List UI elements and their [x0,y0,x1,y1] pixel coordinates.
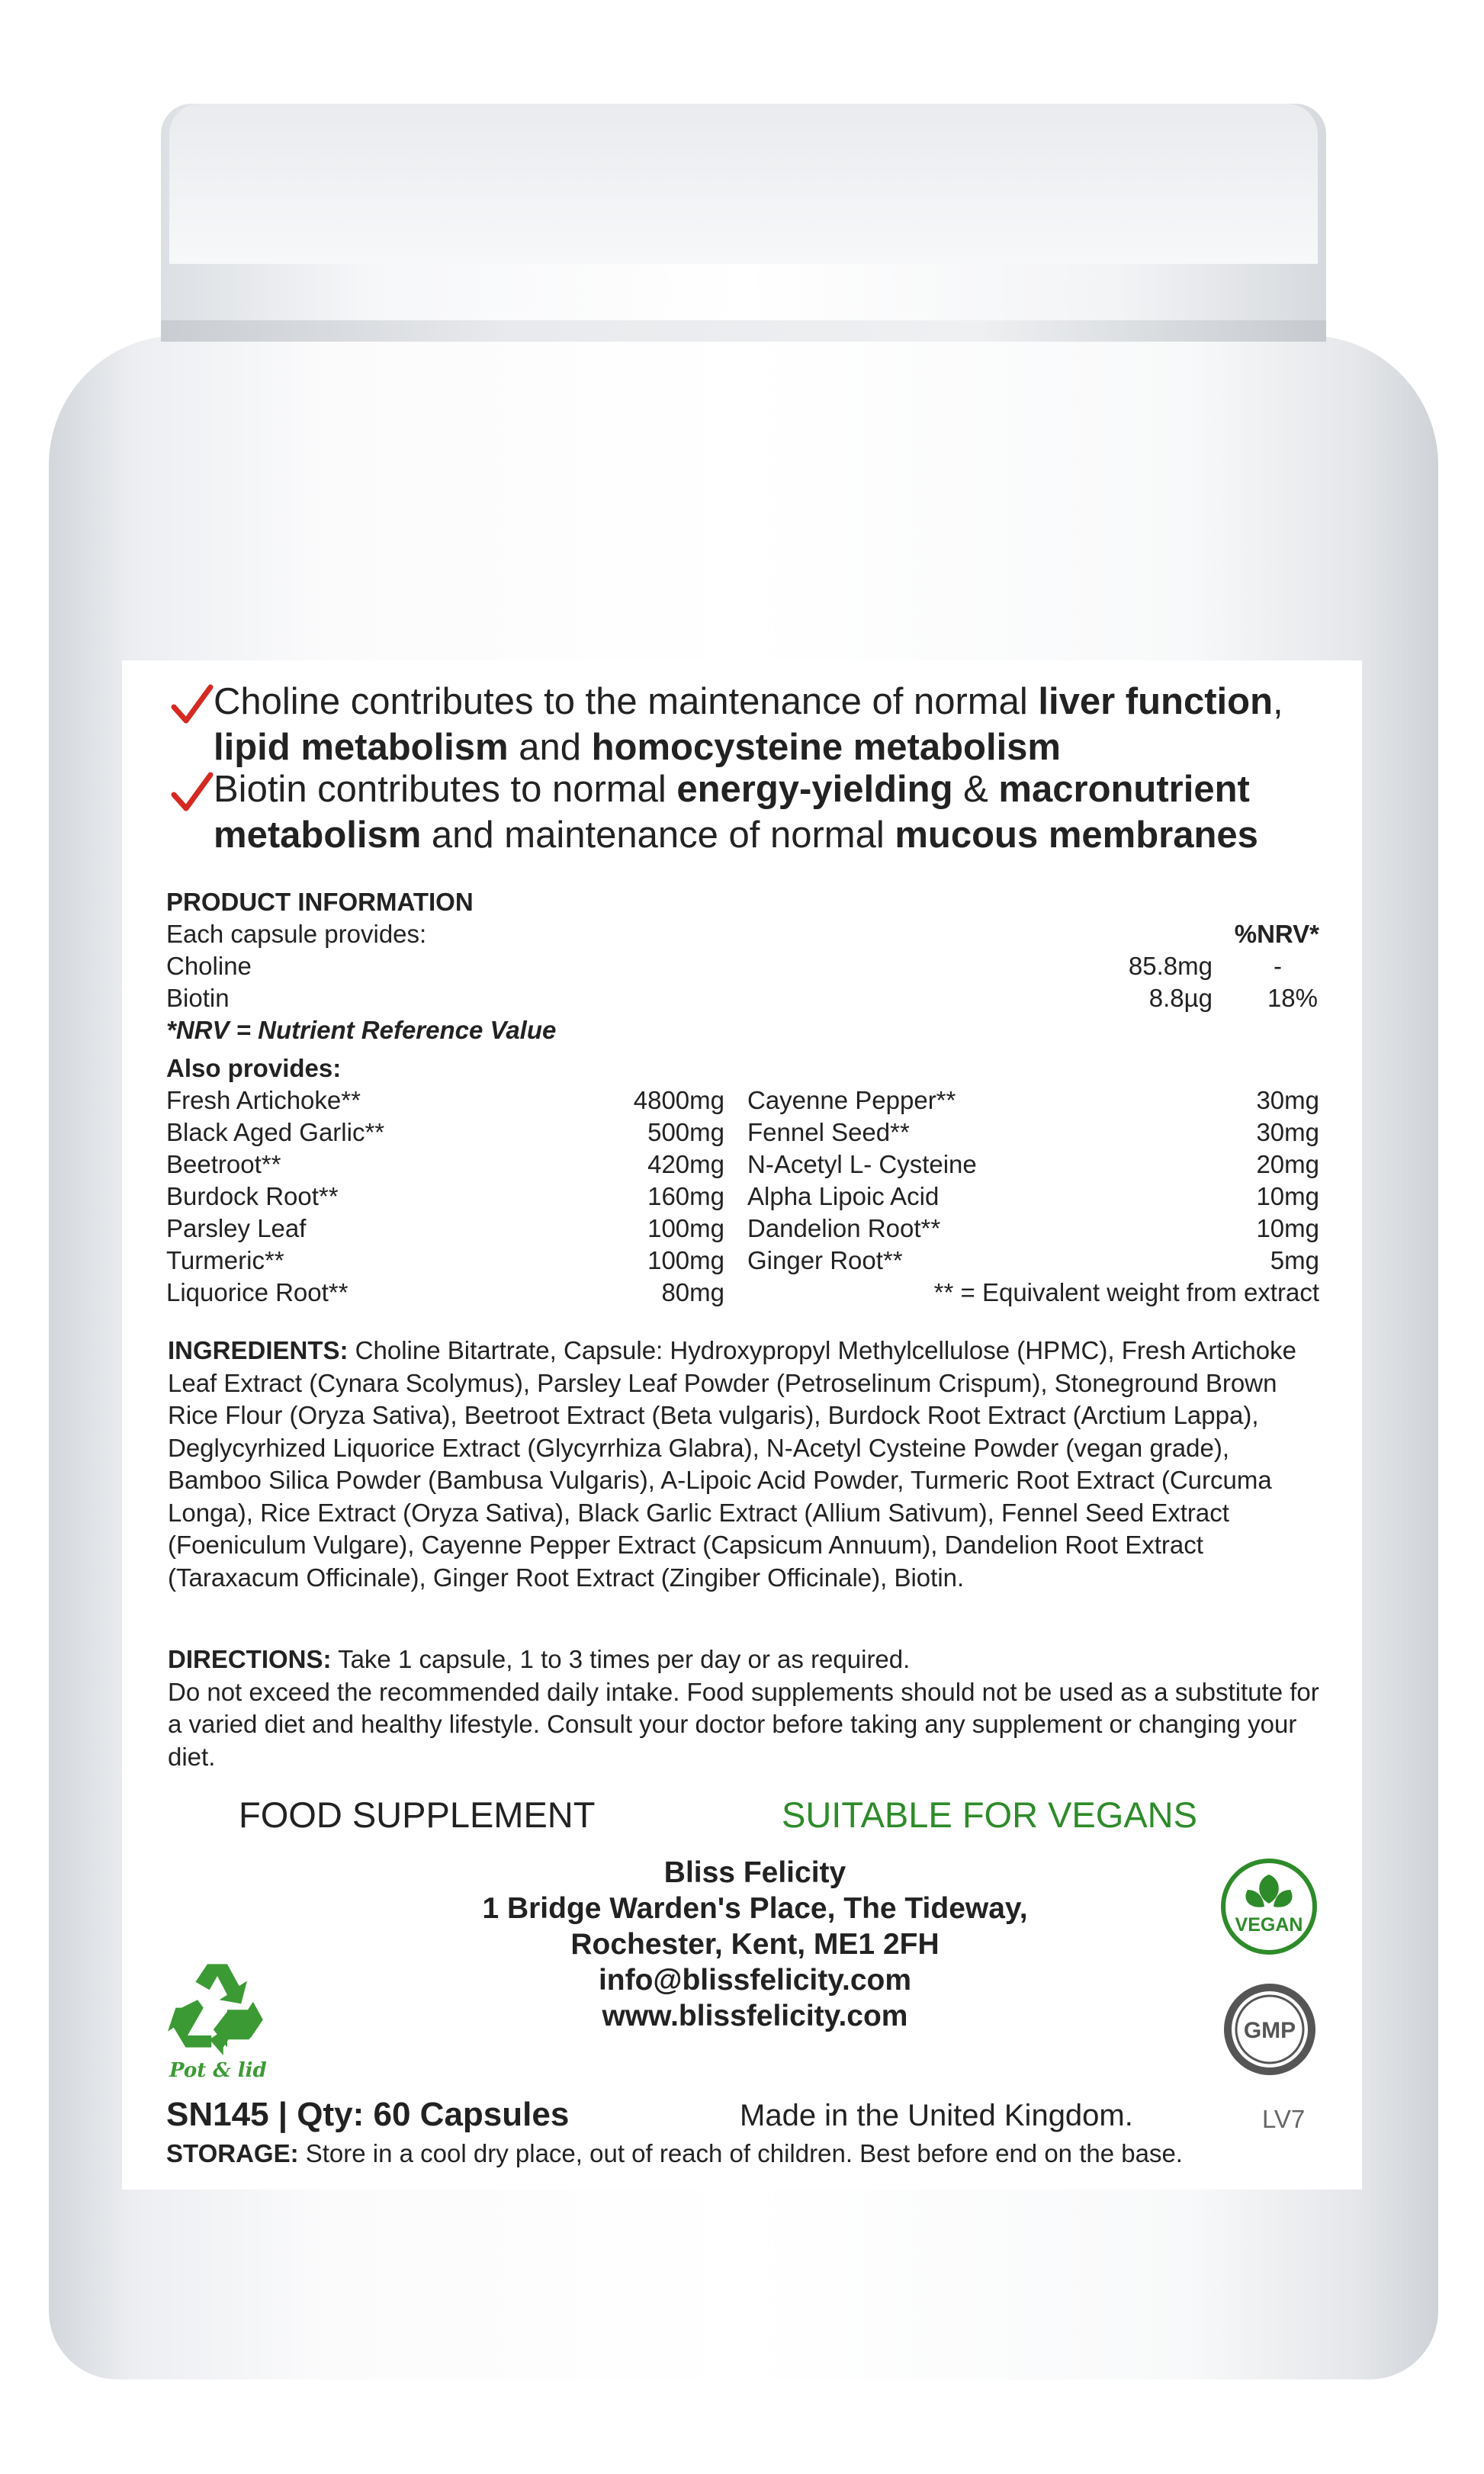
list-item: Beetroot** [166,1150,281,1178]
label-version: LV7 [1262,2105,1306,2133]
storage-line [166,2138,1183,2170]
list-item: Liquorice Root** [166,1278,349,1306]
directions-warning: Do not exceed the recommended daily intake. Food supplements should not be used as a substitute for a varied diet and healthy lifestyle. Consult your doctor before taking any supplement or changing your diet. [168,1677,1319,1771]
list-item-amount: 160mg [647,1182,724,1210]
gmp-badge-icon [1220,1980,1319,2079]
gmp-badge-text: GMP [1243,2018,1296,2043]
food-supplement-label: FOOD SUPPLEMENT [239,1794,596,1835]
nrv-header: %NRV* [1234,920,1319,948]
product-info-heading: PRODUCT INFORMATION [166,888,474,916]
also-provides-heading: Also provides: [166,1054,342,1082]
suitable-vegans-label: SUITABLE FOR VEGANS [782,1794,1197,1835]
list-item: Fresh Artichoke** [166,1086,361,1114]
address-line-1: 1 Bridge Warden's Place, The Tideway, [482,1892,1028,1925]
company-email: info@blissfelicity.com [598,1964,912,1997]
ingredients-paragraph [168,1335,1327,1594]
list-item: Burdock Root** [166,1182,339,1210]
nutrient-name: Biotin [166,984,230,1012]
list-item: Ginger Root** [747,1246,903,1274]
ingredients-label: INGREDIENTS: [168,1336,349,1364]
list-item-amount: 420mg [647,1150,724,1178]
address-line-2: Rochester, Kent, ME1 2FH [570,1928,940,1961]
company-address [351,1855,1159,2034]
storage-text: Store in a cool dry place, out of reach of children. Best before end on the base. [298,2139,1183,2167]
list-item: Turmeric** [166,1246,284,1274]
list-item-amount: 500mg [647,1118,724,1146]
nutrient-amount: 8.8µg [1148,984,1213,1012]
list-item-amount: 100mg [647,1246,724,1274]
nrv-note: *NRV = Nutrient Reference Value [166,1016,557,1044]
list-item-amount: 20mg [1256,1150,1319,1178]
nutrient-nrv: 18% [1267,984,1318,1012]
recycle-icon [168,1956,267,2055]
benefit-biotin: Biotin contributes to normal energy-yielding & macronutrient metabolism and maintenance of normal mucous membranes [214,769,1258,856]
extract-footnote: ** = Equivalent weight from extract [933,1278,1319,1306]
check-icon [169,770,214,814]
product-code-qty: SN145 | Qty: 60 Capsules [166,2096,570,2133]
list-item: Fennel Seed** [747,1118,910,1146]
list-item-amount: 10mg [1256,1214,1319,1242]
list-item: Dandelion Root** [747,1214,941,1242]
list-item-amount: 10mg [1256,1182,1319,1210]
list-item-amount: 100mg [647,1214,724,1242]
check-icon [169,683,214,727]
bottle-lid-band [161,320,1326,342]
list-item: Alpha Lipoic Acid [747,1182,940,1210]
nutrient-amount: 85.8mg [1128,952,1213,980]
made-in-label: Made in the United Kingdom. [740,2099,1133,2132]
storage-label: STORAGE: [166,2139,299,2167]
vegan-badge-icon [1219,1856,1319,1957]
list-item-amount: 80mg [661,1278,724,1306]
list-item: Cayenne Pepper** [747,1086,956,1114]
nutrient-nrv: - [1274,952,1282,980]
list-item: Black Aged Garlic** [166,1118,385,1146]
ingredients-text: Choline Bitartrate, Capsule: Hydroxypropyl Methylcellulose (HPMC), Fresh Artichoke Leaf Extract (Cynara Scolymus), Parsley Leaf Powder (Petroselinum Crispum), Stoneground Brown Rice Flour (Oryza Sativa), Beetroot Extract (Beta vulgaris), Burdock Root Extract (Arctium Lappa), Deglycyrhized Liquorice Extract (Glycyrrhiza Glabra), N-Acetyl Cysteine Powder (vegan grade), Bamboo Silica Powder (Bambusa Vulgaris), A-Lipoic Acid Powder, Turmeric Root Extract (Curcuma Longa), Rice Extract (Oryza Sativa), Black Garlic Extract (Allium Sativum), Fennel Seed Extract (Foeniculum Vulgare), Cayenne Pepper Extract (Capsicum Annuum), Dandelion Root Extract (Taraxacum Officinale), Ginger Root Extract (Zingiber Officinale), Biotin. [168,1336,1296,1592]
benefit-choline: Choline contributes to the maintenance of normal liver function, lipid metabolism and homocysteine metabolism [214,681,1283,768]
company-name: Bliss Felicity [663,1856,846,1889]
list-item: Parsley Leaf [166,1214,307,1242]
directions-text: Take 1 capsule, 1 to 3 times per day or as required. [331,1645,911,1673]
recycle-label: Pot & lid [169,2059,267,2082]
list-item-amount: 5mg [1270,1246,1319,1274]
directions-label: DIRECTIONS: [168,1645,332,1673]
bottle-lid-top [169,104,1318,264]
vegan-badge-text: VEGAN [1235,1914,1303,1936]
list-item-amount: 4800mg [633,1086,724,1114]
list-item-amount: 30mg [1256,1118,1319,1146]
nutrient-name: Choline [166,952,252,980]
list-item: N-Acetyl L- Cysteine [747,1150,977,1178]
directions-paragraph [168,1643,1327,1773]
each-capsule-label: Each capsule provides: [166,920,427,948]
list-item-amount: 30mg [1256,1086,1319,1114]
company-website: www.blissfelicity.com [602,2000,908,2032]
